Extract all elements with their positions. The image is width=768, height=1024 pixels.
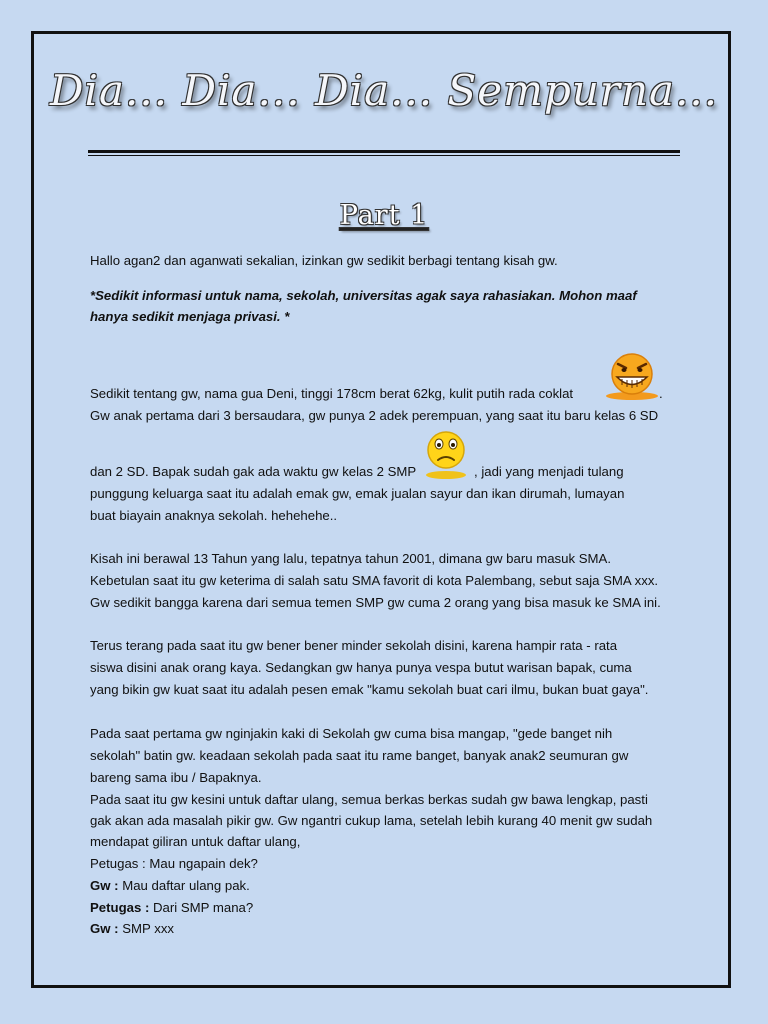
para2-line-1: Kisah ini berawal 13 Tahun yang lalu, tepatnya tahun 2001, dimana gw baru masuk SMA. [90, 551, 611, 566]
para1-line-2: Gw anak pertama dari 3 bersaudara, gw punya 2 adek perempuan, yang saat itu baru kelas 6 SD [90, 408, 659, 423]
para4-line-6: mendapat giliran untuk daftar ulang, [90, 834, 301, 849]
dialog-text: SMP xxx [118, 921, 175, 936]
para3-line-1: Terus terang pada saat itu gw bener bener minder sekolah disini, karena hampir rata - rata [90, 638, 618, 653]
para1-line-3: dan 2 SD. Bapak sudah gak ada waktu gw kelas 2 SMP [90, 464, 417, 479]
dialog-line-4 [90, 920, 174, 938]
dialog-speaker: Petugas : [90, 900, 150, 915]
dialog-line-2 [90, 877, 250, 895]
dialog-text: Mau ngapain dek? [145, 856, 258, 871]
dialog-speaker: Gw : [90, 878, 119, 893]
para1-line-1-end: . [659, 386, 663, 401]
dialog-text: Dari SMP mana? [149, 900, 254, 915]
dialog-speaker: Gw : [90, 921, 119, 936]
para1-line-5: buat biayain anaknya sekolah. hehehehe.. [90, 508, 338, 523]
para4-line-3: bareng sama ibu / Bapaknya. [90, 770, 262, 785]
para4-line-5: gak akan ada masalah pikir gw. Gw ngantri cukup lama, setelah lebih kurang 40 menit gw sudah [90, 813, 653, 828]
grin-emoji-icon [604, 350, 660, 400]
para1-line-3-end: , jadi yang menjadi tulang [474, 464, 624, 479]
para3-line-3: yang bikin gw kuat saat itu adalah pesen emak "kamu sekolah buat cari ilmu, bukan buat gaya". [90, 682, 649, 697]
para2-line-3: Gw sedikit bangga karena dari semua temen SMP gw cuma 2 orang yang bisa masuk ke SMA ini. [90, 595, 661, 610]
title-divider-thin [88, 155, 680, 156]
sad-emoji-icon [424, 428, 468, 480]
para4-line-2: sekolah" batin gw. keadaan sekolah pada saat itu rame banget, banyak anak2 seumuran gw [90, 748, 629, 763]
dialog-speaker: Petugas : [90, 856, 146, 871]
para4-line-4: Pada saat itu gw kesini untuk daftar ulang, semua berkas berkas sudah gw bawa lengkap, pasti [90, 792, 648, 807]
intro-text: Hallo agan2 dan aganwati sekalian, izinkan gw sedikit berbagi tentang kisah gw. [90, 253, 558, 268]
para1-line-1: Sedikit tentang gw, nama gua Deni, tinggi 178cm berat 62kg, kulit putih rada coklat [90, 386, 574, 401]
note-line-2: hanya sedikit menjaga privasi. * [90, 309, 290, 324]
para2-line-2: Kebetulan saat itu gw keterima di salah satu SMA favorit di kota Palembang, sebut saja SMA xxx. [90, 573, 659, 588]
dialog-line-3 [90, 899, 253, 917]
para1-line-4: punggung keluarga saat itu adalah emak gw, emak jualan sayur dan ikan dirumah, lumayan [90, 486, 625, 501]
para3-line-2: siswa disini anak orang kaya. Sedangkan gw hanya punya vespa butut warisan bapak, cuma [90, 660, 632, 675]
para4-line-1: Pada saat pertama gw nginjakin kaki di Sekolah gw cuma bisa mangap, "gede banget nih [90, 726, 613, 741]
note-line-1: *Sedikit informasi untuk nama, sekolah, universitas agak saya rahasiakan. Mohon maaf [90, 288, 637, 303]
dialog-text: Mau daftar ulang pak. [118, 878, 250, 893]
dialog-line-1 [90, 855, 258, 873]
document-title: Dia... Dia... Dia... Sempurna... [49, 66, 719, 115]
part-heading: Part 1 [339, 200, 429, 231]
title-divider [88, 150, 680, 153]
